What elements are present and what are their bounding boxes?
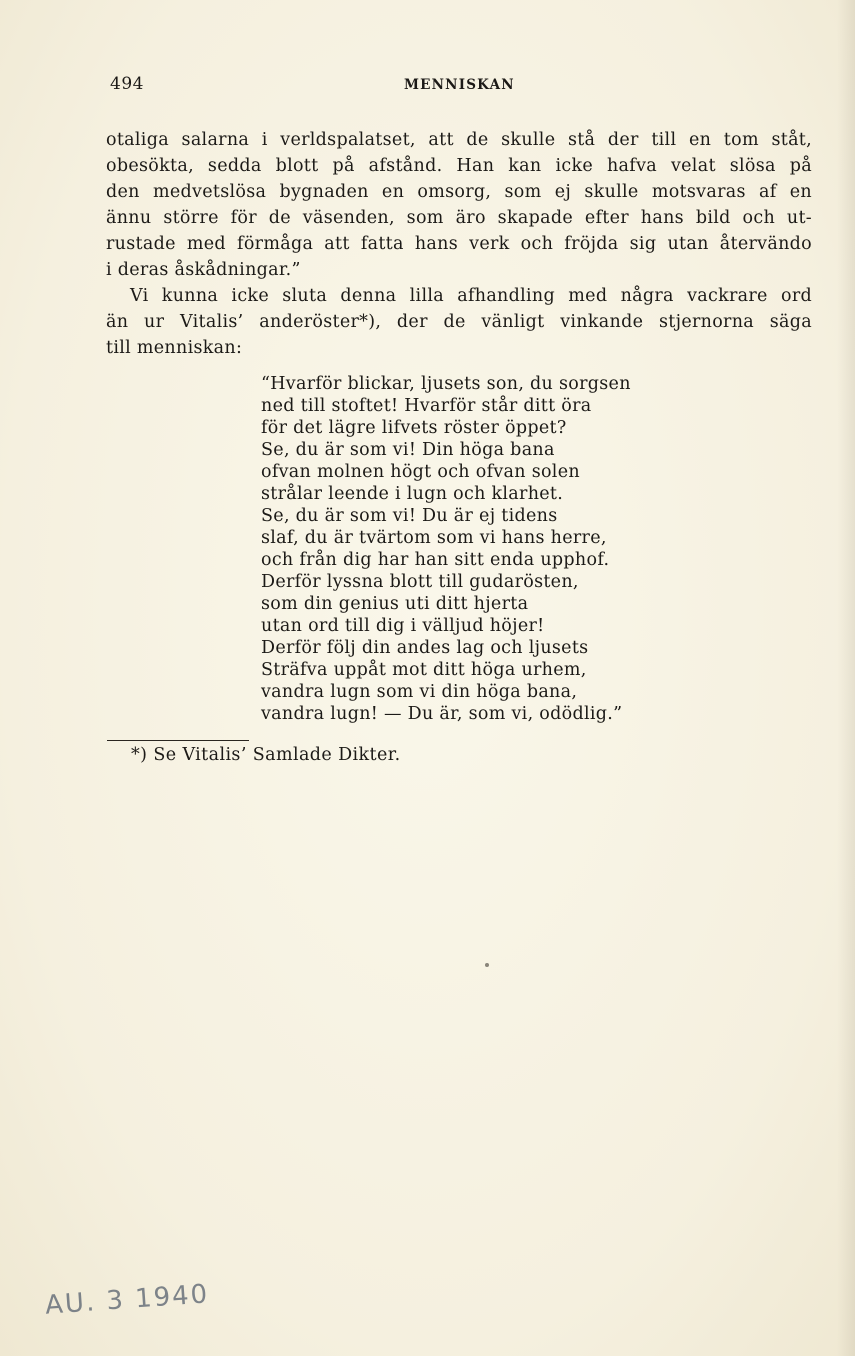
poem-line: Derför lyssna blott till gudarösten, (261, 572, 579, 592)
prose-line: otaliga salarna i verldspalatset, att de skulle stå der till en tom ståt, (106, 130, 812, 150)
poem-line: strålar leende i lugn och klarhet. (261, 484, 564, 504)
paper-speck (485, 963, 489, 967)
poem-line: ned till stoftet! Hvarför står ditt öra (261, 396, 592, 416)
prose-line: den medvetslösa bygnaden en omsorg, som ej skulle motsvaras af en (106, 182, 812, 202)
prose-line: än ur Vitalis’ anderöster*), der de vänligt vinkande stjernorna säga (106, 312, 812, 332)
prose-line: i deras åskådningar.” (106, 260, 301, 280)
running-title: MENNISKAN (404, 77, 515, 93)
poem-line: vandra lugn som vi din höga bana, (261, 682, 578, 702)
poem-line: vandra lugn! — Du är, som vi, odödlig.” (261, 704, 623, 724)
poem-line: Se, du är som vi! Du är ej tidens (261, 506, 558, 526)
poem-line: som din genius uti ditt hjerta (261, 594, 529, 614)
prose-line: till menniskan: (106, 338, 243, 358)
prose-line: rustade med förmåga att fatta hans verk och fröjda sig utan återvändo (106, 234, 812, 254)
prose-block (106, 127, 812, 361)
poem-line: Sträfva uppåt mot ditt höga urhem, (261, 660, 587, 680)
poem-line: Derför följ din andes lag och ljusets (261, 638, 589, 658)
poem-line: för det lägre lifvets röster öppet? (261, 418, 567, 438)
page-number: 494 (110, 74, 144, 94)
poem-line: “Hvarför blickar, ljusets son, du sorgsen (261, 374, 631, 394)
pencil-annotation: AU. 3 1940 (44, 1279, 211, 1321)
poem-line: utan ord till dig i välljud höjer! (261, 616, 545, 636)
poem-block (261, 373, 631, 725)
footnote: *) Se Vitalis’ Samlade Dikter. (131, 745, 401, 765)
poem-line: slaf, du är tvärtom som vi hans herre, (261, 528, 607, 548)
poem-line: och från dig har han sitt enda upphof. (261, 550, 610, 570)
page-edge-shadow (837, 0, 855, 1356)
prose-line: Vi kunna icke sluta denna lilla afhandling med några vackrare ord (130, 286, 812, 306)
poem-line: Se, du är som vi! Din höga bana (261, 440, 555, 460)
poem-line: ofvan molnen högt och ofvan solen (261, 462, 580, 482)
prose-line: obesökta, sedda blott på afstånd. Han kan icke hafva velat slösa på (106, 156, 812, 176)
footnote-divider (107, 740, 249, 741)
prose-line: ännu större för de väsenden, som äro skapade efter hans bild och ut- (106, 208, 812, 228)
